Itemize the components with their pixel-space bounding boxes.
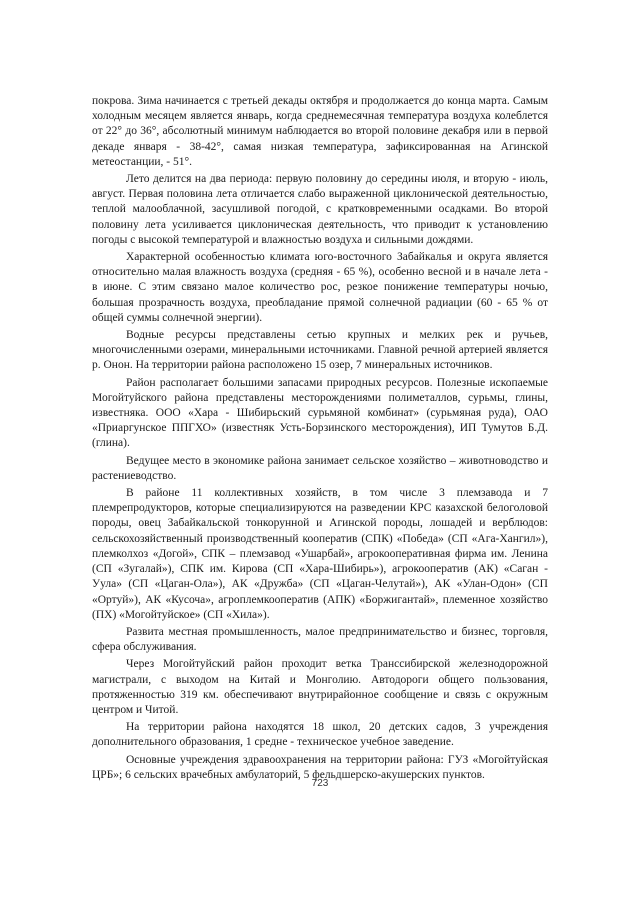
paragraph-natural-resources: Район располагает большими запасами природных ресурсов. Полезные ископаемые Могойтуйского района представлены месторождениями полиметаллов, сурьмы, глины, известняка. ООО «Хара - Шибирьский сурьмяной комбинат» (сурьмяная руда), ОАО «Приаргунское ППГХО» (известняк Усть-Борзинского месторождения), ИП Тумутов Б.Д. (глина). [92, 376, 548, 450]
paragraph-water-resources: Водные ресурсы представлены сетью крупных и мелких рек и ручьев, многочисленными озерами, минеральными источниками. Главной речной артерией является р. Онон. На территории района расположено 15 озер, 7 минеральных источников. [92, 329, 548, 372]
paragraph-industry: Развита местная промышленность, малое предпринимательство и бизнес, торговля, сфера обслуживания. [92, 625, 548, 654]
paragraph-farms: В районе 11 коллективных хозяйств, в том числе 3 племзавода и 7 племрепродукторов, которые специализируются на разведении КРС казахской белоголовой породы, овец Забайкальской тонкорунной и Агинской породы, лошадей и верблюдов: сельскохозяйственный производственный кооператив (СПК) «Победа» (СП «Ага-Хангил»), племколхоз «Догой», СПК – племзавод «Ушарбай», агрокооперативная фирма им. Ленина (СП «Зугалай»), СПК им. Кирова (СП «Хара-Шибирь»), агрокооператив (АК) «Саган - Уула» (СП «Цаган-Ола»), АК «Дружба» (СП «Цаган-Челутай»), АК «Улан-Одон» (СП «Ортуй»), АК «Кусоча», агроплемкооператив (АПК) «Боржигантай», племенное хозяйство (ПХ) «Могойтуйское» (СП «Хила»). [92, 487, 548, 621]
paragraph-transport: Через Могойтуйский район проходит ветка Транссибирской железнодорожной магистрали, с выходом на Китай и Монголию. Автодороги общего пользования, протяженностью 319 км. обеспечивают внутрирайонное сообщение и связь с окружным центром и Читой. [92, 658, 548, 716]
paragraph-economy: Ведущее место в экономике района занимает сельское хозяйство – животноводство и растениеводство. [92, 454, 548, 482]
paragraph-climate-humidity: Характерной особенностью климата юго-восточного Забайкалья и округа является относительно малая влажность воздуха (средняя - 65 %), особенно весной и в начале лета - в июне. С этим связано малое количество рос, резкое понижение температуры ночью, большая прозрачность воздуха, преобладание прямой солнечной радиации (60 - 65 % от общей суммы солнечной энергии). [92, 251, 548, 324]
page-number: 723 [311, 778, 329, 789]
paragraph-education: На территории района находятся 18 школ, 20 детских садов, 3 учреждения дополнительного образования, 1 средне - техническое учебное заведение. [92, 721, 548, 749]
paragraph-climate-summer: Лето делится на два периода: первую половину до середины июля, и вторую - июль, август. Первая половина лета отличается слабо выраженной циклонической деятельностью, теплой малооблачной, засушливой погодой, с кратковременными осадками. Во второй половину лета усиливается циклоническая деятельность, что приводит к установлению погоды с высокой температурой и влажностью воздуха и сильными дождями. [92, 173, 548, 246]
paragraph-healthcare: Основные учреждения здравоохранения на территории района: ГУЗ «Могойтуйская ЦРБ»; 6 сельских врачебных амбулаторий, 5 фельдшерско-акушерских пунктов. [92, 753, 548, 781]
paragraph-climate-winter: покрова. Зима начинается с третьей декады октября и продолжается до конца марта. Самым холодным месяцем является январь, когда среднемесячная температура воздуха колеблется от 22° до 36°, абсолютный минимум наблюдается во второй половине декабря или в первой декаде января - 38-42°, самая низкая температура, зафиксированная на Агинской метеостанции, - 51°. [92, 95, 548, 168]
body-text [92, 94, 548, 785]
